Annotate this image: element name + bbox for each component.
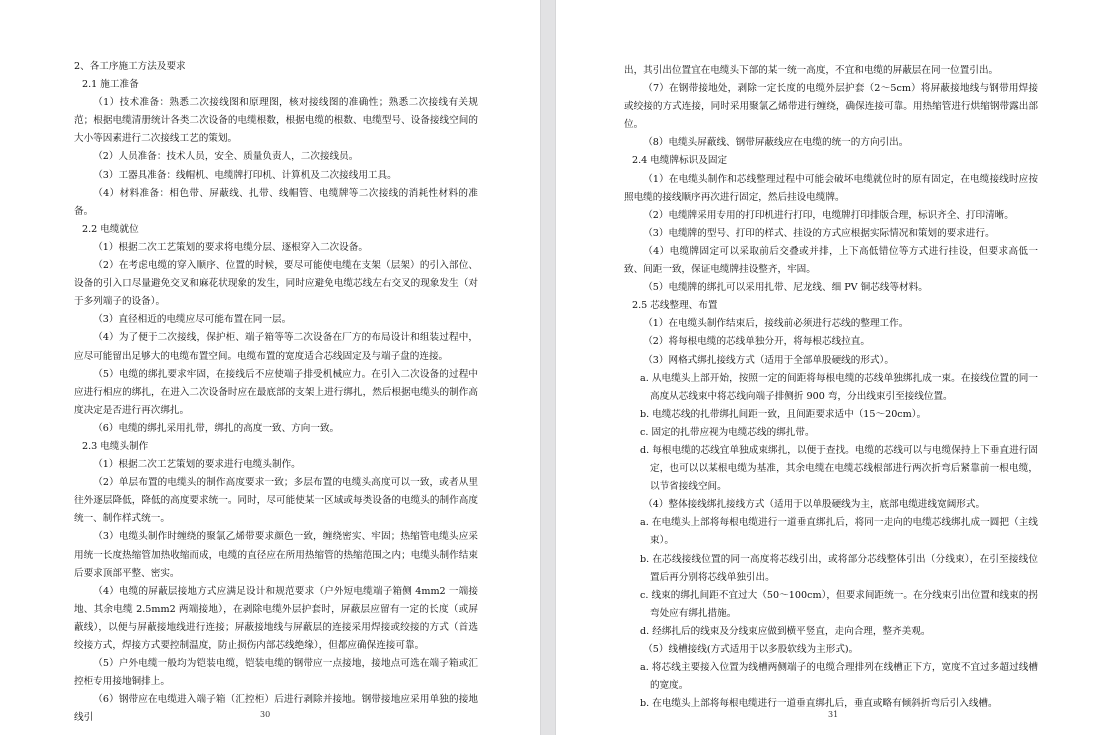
paragraph: （3）直径相近的电缆应尽可能布置在同一层。	[93, 314, 292, 326]
paragraph: b. 在芯线接线位置的同一高度将芯线引出，或将部分芯线整体引出（分线束），在引至接线位置后再分别将芯线单独引出。	[640, 553, 1038, 583]
page-gutter	[540, 0, 556, 735]
paragraph: （7）在钢带接地处，剥除一定长度的电缆外层护套（2～5cm）将屏蔽接地线与钢带用焊接或绞接的方式连接，同时采用聚氯乙烯带进行缠绕，确保连接可靠。用热缩管进行烘缩钢带露出部位。	[624, 83, 1038, 131]
paragraph: （5）户外电缆一般均为铠装电缆，铠装电缆的钢带应一点接地，接地点可选在端子箱或汇控柜专用接地铜排上。	[74, 658, 478, 688]
paragraph: （6）电缆的绑扎采用扎带，绑扎的高度一致、方向一致。	[93, 422, 340, 434]
paragraph: （5）电缆牌的绑扎可以采用扎带、尼龙线、细 PV 铜芯线等材料。	[643, 282, 928, 294]
paragraph: （6）钢带应在电缆进入端子箱（汇控柜）后进行剥除并接地。钢带接地应采用单独的接地线引	[74, 694, 478, 724]
paragraph: （1）技术准备：熟悉二次接线图和原理图，核对接线图的准确性；熟悉二次接线有关规范；根据电缆清册统计各类二次设备的电缆根数，根据电缆的根数、电缆型号、设备接线空间的大小等因素进行二次接线工艺的策划。	[74, 97, 478, 145]
paragraph: 出，其引出位置宜在电缆头下部的某一统一高度，不宜和电缆的屏蔽层在同一位置引出。	[624, 65, 999, 76]
paragraph: （1）根据二次工艺策划的要求将电缆分层、逐根穿入二次设备。	[93, 241, 368, 253]
paragraph: （1）根据二次工艺策划的要求进行电缆头制作。	[93, 459, 301, 471]
paragraph: （5）电缆的绑扎要求牢固，在接线后不应使端子排受机械应力。在引入二次设备的过程中应进行相应的绑扎，在进入二次设备时应在最底部的支架上进行绑扎，然后根据电缆头的制作高度决定是否进行再次绑扎。	[74, 368, 478, 416]
paragraph: （1）在电缆头制作和芯线整理过程中可能会破坏电缆就位时的原有固定，在电缆接线时应按照电缆的接线顺序再次进行固定，然后挂设电缆牌。	[624, 173, 1038, 203]
paragraph: （2）在考虑电缆的穿入顺序、位置的时候，要尽可能使电缆在支架（层架）的引入部位、设备的引入口尽量避免交叉和麻花状现象的发生，同时应避免电缆芯线左右交叉的现象发生（对于多列端子的设备）。	[74, 260, 478, 308]
document-page-right	[556, 0, 1096, 735]
section-heading: 2、各工序施工方法及要求	[74, 61, 186, 72]
section-heading: 2.4 电缆牌标识及固定	[632, 155, 728, 167]
paragraph: c. 线束的绑扎间距不宜过大（50～100cm），但要求间距统一。在分线束引出位置和线束的拐弯处应有绑扎措施。	[640, 589, 1038, 619]
paragraph: （4）电缆的屏蔽层接地方式应满足设计和规范要求（户外短电缆端子箱侧 4mm2 一端接地、其余电缆 2.5mm2 两端接地），在剥除电缆外层护套时，屏蔽层应留有一定的长度（或屏蔽线），以便与屏蔽接地线进行连接；屏蔽接地线与屏蔽层的连接采用焊接或绞接的方式（首选绞接方式，焊接方式要控制温度，防止损伤内部芯线绝缘），但都应确保连接可靠。	[74, 585, 478, 651]
paragraph: （3）电缆头制作时缠绕的聚氯乙烯带要求颜色一致，缠绕密实、牢固；热缩管电缆头应采用统一长度热缩管加热收缩而成，电缆的直径应在所用热缩管的热缩范围之内；电缆头制作结束后要求顶部平整、密实。	[74, 531, 478, 579]
paragraph: d. 每根电缆的芯线宜单独成束绑扎，以便于查找。电缆的芯线可以与电缆保持上下垂直进行固定，也可以以某根电缆为基准，其余电缆在电缆芯线根部进行两次折弯后紧靠前一根电缆，以节省接线空间。	[640, 444, 1038, 493]
section-heading: 2.3 电缆头制作	[82, 440, 149, 452]
paragraph: （1）在电缆头制作结束后，接线前必须进行芯线的整理工作。	[643, 318, 909, 330]
paragraph: （2）人员准备：技术人员，安全、质量负责人，二次接线员。	[93, 151, 359, 163]
paragraph: （4）为了便于二次接线，保护柜、端子箱等等二次设备在厂方的布局设计和组装过程中，应尽可能留出足够大的电缆布置空间。电缆布置的宽度适合芯线固定及与端子盘的连接。	[74, 332, 478, 362]
paragraph: a. 从电缆头上部开始，按照一定的间距将每根电缆的芯线单独绑扎成一束。在接线位置的同一高度从芯线束中将芯线向端子排侧折 900 弯，分出线束引至接线位置。	[640, 372, 1038, 402]
paragraph: （3）电缆牌的型号、打印的样式、挂设的方式应根据实际情况和策划的要求进行。	[643, 227, 995, 239]
paragraph: （3）工器具准备：线帽机、电缆牌打印机、计算机及二次接线用工具。	[93, 169, 397, 181]
paragraph: b. 电缆芯线的扎带绑扎间距一致，且间距要求适中（15～20cm）。	[640, 408, 927, 420]
paragraph: （3）网格式绑扎接线方式（适用于全部单股硬线的形式）。	[643, 354, 894, 366]
page-body-left	[74, 58, 478, 727]
section-heading: 2.5 芯线整理、布置	[632, 300, 718, 312]
paragraph: c. 固定的扎带应视为电缆芯线的绑扎带。	[640, 426, 815, 438]
paragraph: （2）单层布置的电缆头的制作高度要求一致；多层布置的电缆头高度可以一致，或者从里往外逐层降低，降低的高度要求统一。同时，尽可能使某一区域或每类设备的电缆头的制作高度统一、制作样式统一。	[74, 477, 478, 525]
paragraph: （4）电缆牌固定可以采取前后交叠或并排，上下高低错位等方式进行挂设，但要求高低一致、间距一致，保证电缆牌挂设整齐，牢固。	[624, 245, 1038, 276]
paragraph: a. 将芯线主要接入位置为线槽两侧端子的电缆合理排列在线槽正下方，宽度不宜过多超过线槽的宽度。	[640, 662, 1038, 692]
paragraph: （4）整体接线绑扎接线方式（适用于以单股硬线为主，底部电缆进线宽阔形式。	[643, 499, 986, 511]
paragraph: （4）材料准备：相色带、屏蔽线、扎带、线帽管、电缆牌等二次接线的消耗性材料的准备。	[74, 187, 478, 217]
section-heading: 2.2 电缆就位	[82, 223, 139, 235]
document-page-left	[0, 0, 540, 735]
page-body-right	[624, 62, 1038, 713]
page-number-left: 30	[260, 710, 271, 719]
paragraph: （8）电缆头屏蔽线、钢带屏蔽线应在电缆的统一的方向引出。	[643, 137, 909, 149]
paragraph: （2）将每根电缆的芯线单独分开，将每根芯线拉直。	[643, 336, 870, 348]
paragraph: （5）线槽接线(方式适用于以多股软线为主形式)。	[643, 644, 859, 655]
paragraph: （2）电缆牌采用专用的打印机进行打印，电缆牌打印排版合理，标识齐全、打印清晰。	[643, 209, 1014, 221]
paragraph: a. 在电缆头上部将每根电缆进行一道垂直绑扎后，将同一走向的电缆芯线绑扎成一圆把（主线束）。	[640, 517, 1038, 547]
page-number-right: 31	[828, 710, 839, 719]
section-heading: 2.1 施工准备	[82, 79, 139, 91]
paragraph: d. 经绑扎后的线束及分线束应做到横平竖直，走向合理，整齐美观。	[640, 625, 931, 637]
paragraph: b. 在电缆头上部将每根电缆进行一道垂直绑扎后，垂直或略有倾斜折弯后引入线槽。	[640, 698, 998, 710]
